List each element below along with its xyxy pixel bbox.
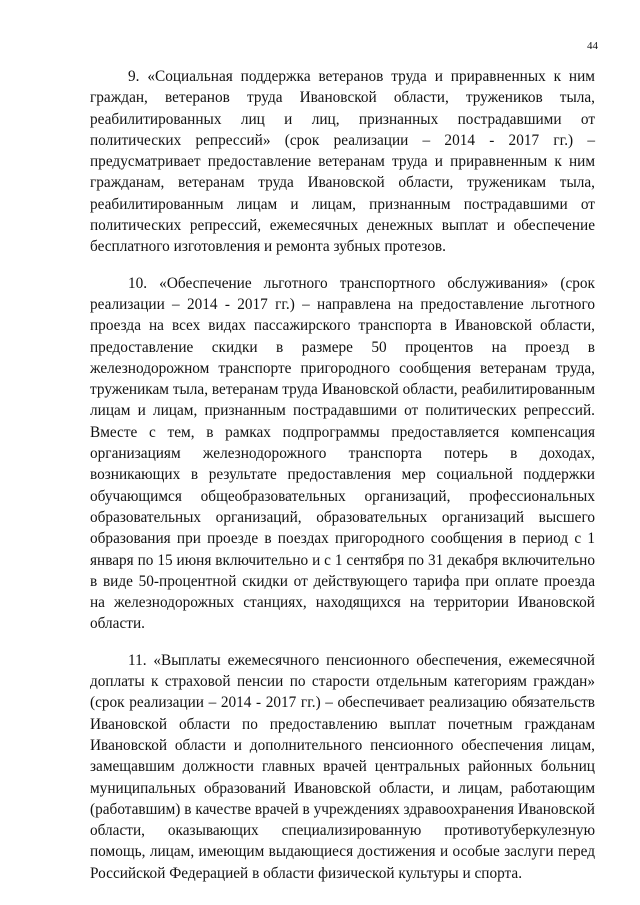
paragraph-item-9: 9. «Социальная поддержка ветеранов труда и приравненных к ним граждан, ветеранов труда Ивановской области, тружеников тыла, реабилитированных лиц и лиц, признанных пострадавшими от политических репрессий» (срок реализации – 2014 - 2017 гг.) – предусматривает предоставление ветеранам труда и приравненным к ним гражданам, ветеранам труда Ивановской области, труженикам тыла, реабилитированным лицам и лицам, признанным пострадавшими от политических репрессий, ежемесячных денежных выплат и обеспечение бесплатного изготовления и ремонта зубных протезов. (90, 68, 595, 256)
document-body (90, 66, 595, 884)
page-number: 44 (587, 40, 598, 52)
paragraph-item-10: 10. «Обеспечение льготного транспортного обслуживания» (срок реализации – 2014 - 2017 гг.) – направлена на предоставление льготного проезда на всех видах пассажирского транспорта в Ивановской области, предоставление скидки в размере 50 процентов на проезд в железнодорожном транспорте пригородного сообщения ветеранам труда, труженикам тыла, ветеранам труда Ивановской области, реабилитированным лицам и лицам, признанным пострадавшими от политических репрессий. Вместе с тем, в рамках подпрограммы предоставляется компенсация организациям железнодорожного транспорта потерь в доходах, возникающих в результате предоставления мер социальной поддержки обучающимся общеобразовательных организаций, профессиональных образовательных организаций, образовательных организаций высшего образования при проезде в поездах пригородного сообщения в период с 1 января по 15 июня включительно и с 1 сентября по 31 декабря включительно в виде 50-процентной скидки от действующего тарифа при оплате проезда на железнодорожных станциях, находящихся на территории Ивановской области. (90, 274, 595, 633)
paragraph-item-11: 11. «Выплаты ежемесячного пенсионного обеспечения, ежемесячной доплаты к страховой пенсии по старости отдельным категориям граждан» (срок реализации – 2014 - 2017 гг.) – обеспечивает реализацию обязательств Ивановской области по предоставлению выплат почетным гражданам Ивановской области и дополнительного пенсионного обеспечения лицам, замещавшим должности главных врачей центральных районных больниц муниципальных образований Ивановской области, и лицам, работающим (работавшим) в качестве врачей в учреждениях здравоохранения Ивановской области, оказывающих специализированную противотуберкулезную помощь, лицам, имеющим выдающиеся достижения и особые заслуги перед Российской Федерацией в области физической культуры и спорта. (90, 651, 595, 882)
